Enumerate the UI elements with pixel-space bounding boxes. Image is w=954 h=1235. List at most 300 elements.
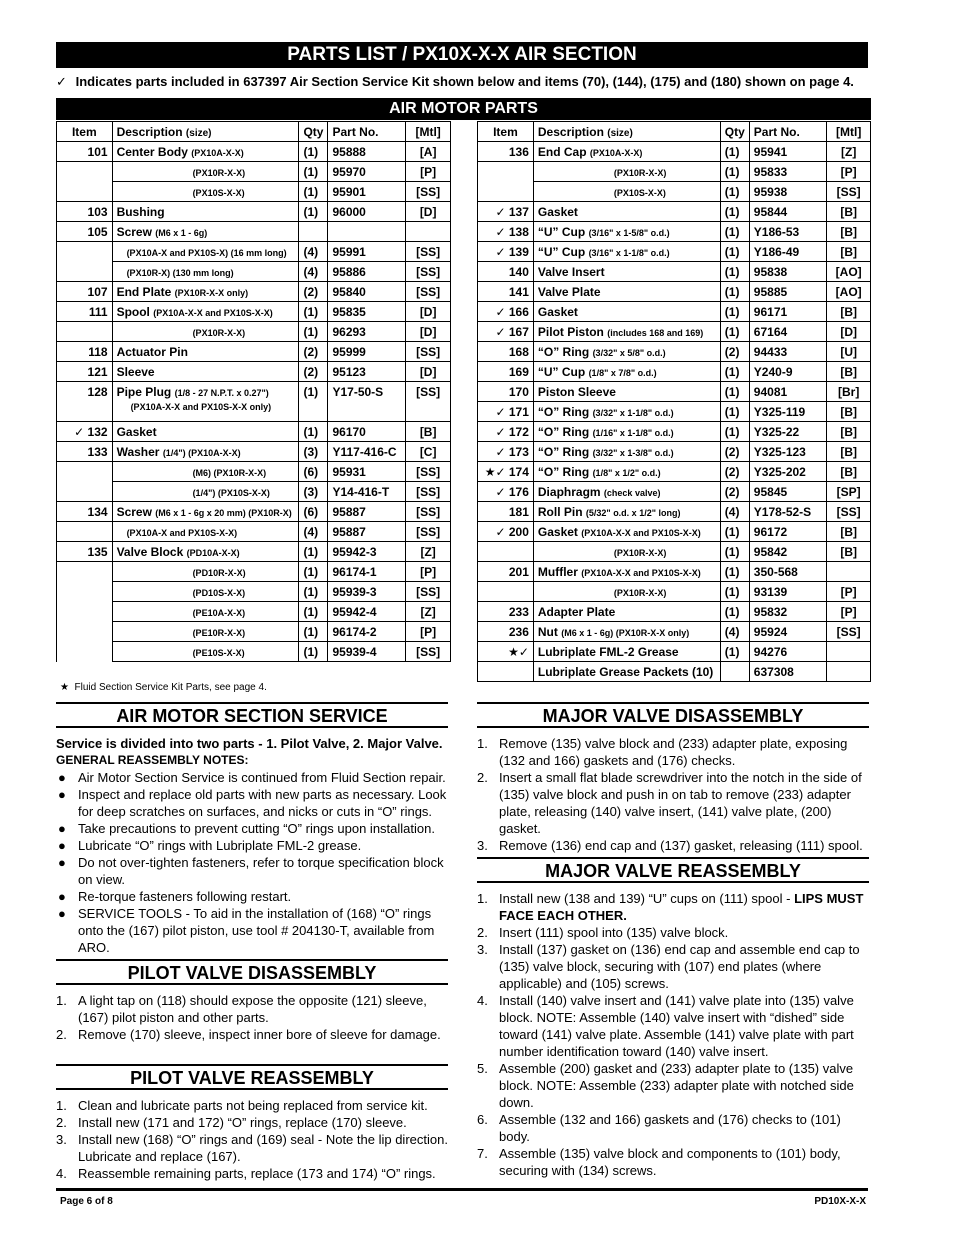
table-row	[478, 302, 871, 322]
part-number-cell: 95924	[749, 622, 827, 642]
item-cell	[57, 262, 113, 282]
col-item: Item	[478, 122, 534, 142]
qty-cell: (1)	[299, 322, 328, 342]
table-row	[478, 562, 871, 582]
item-cell	[57, 182, 113, 202]
step-item: 7. Assemble (135) valve block and components to (101) body, securing with (134) screws.	[477, 1146, 841, 1178]
qty-cell: (1)	[720, 602, 749, 622]
item-cell: ✓ 172	[478, 422, 534, 442]
table-row	[57, 222, 451, 242]
part-number-cell: 95845	[749, 482, 827, 502]
table-row	[478, 342, 871, 362]
item-cell: 133	[57, 442, 113, 462]
item-cell: ★✓ 174	[478, 462, 534, 482]
material-cell: [B]	[827, 402, 871, 422]
kit-note	[56, 74, 854, 90]
part-number-cell: 96000	[328, 202, 406, 222]
description-cell: (1/4") (PX10S-X-X)	[112, 482, 299, 502]
part-number-cell: Y240-9	[749, 362, 827, 382]
col-qty: Qty	[299, 122, 328, 142]
step-item: 1. Clean and lubricate parts not being replaced from service kit.	[56, 1098, 428, 1113]
table-row	[57, 522, 451, 542]
material-cell: [B]	[827, 302, 871, 322]
table-row	[478, 442, 871, 462]
qty-cell: (1)	[299, 142, 328, 162]
item-cell: ✓ 138	[478, 222, 534, 242]
star-icon: ★	[60, 682, 69, 693]
item-cell	[57, 602, 113, 622]
qty-cell: (4)	[299, 242, 328, 262]
item-cell	[57, 482, 113, 502]
material-cell: [SS]	[406, 242, 451, 262]
step-item: 3. Install new (168) “O” rings and (169) seal - Note the lip direction. Lubricate and replace (167).	[56, 1132, 448, 1164]
qty-cell: (1)	[299, 422, 328, 442]
check-mark-icon: ✓	[495, 304, 506, 319]
qty-cell: (1)	[720, 222, 749, 242]
description-cell: (PX10A-X and PX10S-X-X)	[112, 522, 299, 542]
material-cell: [SS]	[406, 342, 451, 362]
check-mark-icon: ✓	[495, 484, 506, 499]
material-cell: [D]	[406, 302, 451, 322]
part-number-cell: 95888	[328, 142, 406, 162]
page-number: Page 6 of 8	[60, 1196, 113, 1207]
material-cell: [P]	[406, 562, 451, 582]
item-cell: 128	[57, 382, 113, 422]
check-mark-icon: ✓	[495, 444, 506, 459]
part-number-cell: 95931	[328, 462, 406, 482]
table-row	[57, 182, 451, 202]
table-row	[57, 602, 451, 622]
description-cell: Nut (M6 x 1 - 6g) (PX10R-X-X only)	[533, 622, 720, 642]
description-cell: (PE10S-X-X)	[112, 642, 299, 662]
table-row	[57, 142, 451, 162]
item-cell	[57, 242, 113, 262]
qty-cell: (2)	[720, 442, 749, 462]
part-number-cell: 96171	[749, 302, 827, 322]
material-cell	[827, 562, 871, 582]
description-cell: Gasket	[533, 302, 720, 322]
part-number-cell: 637308	[749, 662, 827, 682]
check-mark-icon: ✓	[495, 204, 506, 219]
table-row	[57, 322, 451, 342]
description-cell: (PX10R-X-X)	[112, 162, 299, 182]
qty-cell: (1)	[720, 542, 749, 562]
qty-cell: (2)	[720, 462, 749, 482]
material-cell: [P]	[827, 162, 871, 182]
qty-cell: (1)	[720, 422, 749, 442]
table-row	[57, 262, 451, 282]
part-number-cell: 95939-3	[328, 582, 406, 602]
table-row	[478, 322, 871, 342]
qty-cell: (1)	[720, 202, 749, 222]
material-cell: [SS]	[406, 642, 451, 662]
col-mtl: [Mtl]	[827, 122, 871, 142]
part-number-cell: 95838	[749, 262, 827, 282]
description-cell: “O” Ring (1/8" x 1/2" o.d.)	[533, 462, 720, 482]
item-cell: ✓ 166	[478, 302, 534, 322]
item-cell	[57, 642, 113, 662]
material-cell: [P]	[406, 622, 451, 642]
item-cell: 135	[57, 542, 113, 562]
qty-cell: (1)	[720, 182, 749, 202]
description-cell: (PX10R-X-X)	[533, 582, 720, 602]
major-disassembly-body	[477, 735, 871, 854]
description-cell: Gasket	[112, 422, 299, 442]
material-cell: [B]	[827, 522, 871, 542]
part-number-cell: Y178-52-S	[749, 502, 827, 522]
check-mark-icon: ✓	[74, 424, 85, 439]
description-cell: (PX10R-X-X)	[112, 322, 299, 342]
part-number-cell: Y186-53	[749, 222, 827, 242]
qty-cell: (1)	[299, 562, 328, 582]
material-cell: [SS]	[406, 482, 451, 502]
qty-cell: (1)	[720, 162, 749, 182]
item-cell: 181	[478, 502, 534, 522]
description-cell: “O” Ring (3/32" x 5/8" o.d.)	[533, 342, 720, 362]
part-number-cell	[328, 222, 406, 242]
part-number-cell: 67164	[749, 322, 827, 342]
qty-cell: (6)	[299, 502, 328, 522]
step-item: 4. Install (140) valve insert and (141) valve plate into (135) valve block. NOTE: Assemble (140) valve insert with “dished” side toward (141) valve plate. Assemble (141) valve plate with part number identification toward (140) valve insert.	[477, 993, 854, 1059]
step-item: 1. Remove (135) valve block and (233) adapter plate, exposing (132 and 166) gaskets and (176) checks.	[477, 736, 848, 768]
bullet-item: ● Do not over-tighten fasteners, refer to torque specification block on view.	[58, 855, 444, 887]
qty-cell: (6)	[299, 462, 328, 482]
table-row	[478, 162, 871, 182]
pilot-reassembly-body	[56, 1097, 451, 1182]
description-cell: Muffler (PX10A-X-X and PX10S-X-X)	[533, 562, 720, 582]
part-number-cell: 96170	[328, 422, 406, 442]
part-number-cell: 95939-4	[328, 642, 406, 662]
table-row	[478, 262, 871, 282]
qty-cell: (1)	[299, 162, 328, 182]
item-cell: 121	[57, 362, 113, 382]
table-row	[478, 462, 871, 482]
item-cell	[57, 522, 113, 542]
step-item: 5. Assemble (200) gasket and (233) adapter plate to (135) valve block. NOTE: Assemble (233) adapter plate with notched side down.	[477, 1061, 854, 1110]
qty-cell: (1)	[299, 182, 328, 202]
material-cell: [Br]	[827, 382, 871, 402]
col-part: Part No.	[328, 122, 406, 142]
material-cell: [P]	[827, 602, 871, 622]
item-cell: 140	[478, 262, 534, 282]
qty-cell: (4)	[720, 622, 749, 642]
qty-cell: (1)	[299, 602, 328, 622]
description-cell: (M6) (PX10R-X-X)	[112, 462, 299, 482]
part-number-cell: 95835	[328, 302, 406, 322]
major-reassembly-body	[477, 890, 871, 1179]
description-cell: Gasket	[533, 202, 720, 222]
description-cell: Bushing	[112, 202, 299, 222]
item-cell: 134	[57, 502, 113, 522]
material-cell: [B]	[827, 422, 871, 442]
qty-cell: (1)	[720, 402, 749, 422]
item-cell: ✓ 167	[478, 322, 534, 342]
qty-cell: (1)	[720, 242, 749, 262]
qty-cell: (3)	[299, 482, 328, 502]
step-item: 2. Install new (171 and 172) “O” rings, replace (170) sleeve.	[56, 1115, 407, 1130]
item-cell	[57, 582, 113, 602]
material-cell: [D]	[406, 202, 451, 222]
part-number-cell: 96293	[328, 322, 406, 342]
qty-cell: (3)	[299, 442, 328, 462]
material-cell: [SS]	[406, 282, 451, 302]
star-icon: ★	[508, 644, 519, 659]
check-mark-icon: ✓	[495, 424, 506, 439]
item-cell: 170	[478, 382, 534, 402]
table-row	[478, 242, 871, 262]
table-row	[478, 362, 871, 382]
item-cell: 105	[57, 222, 113, 242]
material-cell: [SS]	[406, 502, 451, 522]
check-mark-icon: ✓	[495, 464, 506, 479]
part-number-cell: 95887	[328, 502, 406, 522]
item-cell: 141	[478, 282, 534, 302]
qty-cell: (2)	[299, 342, 328, 362]
part-number-cell: 96172	[749, 522, 827, 542]
description-cell: (PX10R-X) (130 mm long)	[112, 262, 299, 282]
description-cell: Screw (M6 x 1 - 6g)	[112, 222, 299, 242]
description-cell: Valve Plate	[533, 282, 720, 302]
description-cell: Adapter Plate	[533, 602, 720, 622]
part-number-cell: 95842	[749, 542, 827, 562]
qty-cell	[720, 662, 749, 682]
part-number-cell: 95938	[749, 182, 827, 202]
description-cell: (PX10R-X-X)	[533, 542, 720, 562]
material-cell: [B]	[827, 442, 871, 462]
table-row	[57, 462, 451, 482]
item-cell: 118	[57, 342, 113, 362]
item-cell	[57, 562, 113, 582]
description-cell: (PX10R-X-X)	[533, 162, 720, 182]
check-mark-icon: ✓	[495, 224, 506, 239]
qty-cell: (1)	[720, 322, 749, 342]
material-cell: [Z]	[406, 602, 451, 622]
qty-cell: (1)	[720, 302, 749, 322]
table-row	[478, 582, 871, 602]
table-row	[57, 562, 451, 582]
step-item: 1. A light tap on (118) should expose the opposite (121) sleeve, (167) pilot piston and other parts.	[56, 993, 427, 1025]
qty-cell: (2)	[299, 362, 328, 382]
material-cell	[406, 222, 451, 242]
bullet-item: ● Re-torque fasteners following restart.	[58, 889, 292, 904]
description-cell: Spool (PX10A-X-X and PX10S-X-X)	[112, 302, 299, 322]
item-cell	[57, 162, 113, 182]
table-row	[57, 502, 451, 522]
part-number-cell: 95991	[328, 242, 406, 262]
material-cell: [SS]	[406, 262, 451, 282]
material-cell: [SS]	[406, 382, 451, 422]
description-cell: Lubriplate FML-2 Grease	[533, 642, 720, 662]
table-row	[57, 542, 451, 562]
material-cell: [AO]	[827, 262, 871, 282]
step-item: 2. Insert a small flat blade screwdriver into the notch in the side of (135) valve block and push in on tab to remove (233) adapter plate, releasing (140) valve insert, (141) valve plate, (200) gasket.	[477, 770, 862, 836]
table-row	[57, 342, 451, 362]
table-row	[57, 362, 451, 382]
col-part: Part No.	[749, 122, 827, 142]
table-row	[478, 182, 871, 202]
table-row	[478, 402, 871, 422]
service-intro: Service is divided into two parts - 1. Pilot Valve, 2. Major Valve.	[56, 736, 443, 751]
table-row	[57, 162, 451, 182]
item-cell: ✓ 132	[57, 422, 113, 442]
pilot-reassembly-title: PILOT VALVE REASSEMBLY	[56, 1064, 448, 1090]
step-item: 6. Assemble (132 and 166) gaskets and (176) checks to (101) body.	[477, 1112, 841, 1144]
description-cell: (PD10S-X-X)	[112, 582, 299, 602]
description-cell: Center Body (PX10A-X-X)	[112, 142, 299, 162]
description-cell: Screw (M6 x 1 - 6g x 20 mm) (PX10R-X)	[112, 502, 299, 522]
description-cell: (PE10A-X-X)	[112, 602, 299, 622]
qty-cell: (1)	[720, 262, 749, 282]
item-cell	[478, 182, 534, 202]
material-cell: [SS]	[406, 182, 451, 202]
general-notes-heading: GENERAL REASSEMBLY NOTES:	[56, 753, 249, 767]
description-cell: Gasket (PX10A-X-X and PX10S-X-X)	[533, 522, 720, 542]
parts-table-right	[477, 121, 871, 682]
qty-cell: (1)	[299, 302, 328, 322]
item-cell: 169	[478, 362, 534, 382]
description-cell: “O” Ring (1/16" x 1-1/8" o.d.)	[533, 422, 720, 442]
table-row	[57, 422, 451, 442]
col-desc: Description (size)	[112, 122, 299, 142]
part-number-cell: Y325-119	[749, 402, 827, 422]
table-row	[478, 422, 871, 442]
qty-cell: (1)	[720, 522, 749, 542]
item-cell	[478, 542, 534, 562]
material-cell	[827, 642, 871, 662]
table-row	[57, 282, 451, 302]
qty-cell: (1)	[299, 642, 328, 662]
table-row	[478, 622, 871, 642]
item-cell: 101	[57, 142, 113, 162]
star-icon: ★	[484, 464, 496, 479]
table-row	[478, 382, 871, 402]
qty-cell	[299, 222, 328, 242]
table-row	[478, 282, 871, 302]
qty-cell: (1)	[720, 642, 749, 662]
description-cell: Valve Insert	[533, 262, 720, 282]
item-cell	[478, 642, 534, 662]
step-item: 1. Install new (138 and 139) “U” cups on (111) spool - LIPS MUST FACE EACH OTHER.	[477, 891, 864, 923]
qty-cell: (1)	[720, 142, 749, 162]
bullet-item: ● Air Motor Section Service is continued from Fluid Section repair.	[58, 770, 446, 785]
table-row	[478, 502, 871, 522]
item-cell: 103	[57, 202, 113, 222]
material-cell	[827, 662, 871, 682]
item-cell	[478, 662, 534, 682]
material-cell: [D]	[406, 322, 451, 342]
item-cell: ✓ 137	[478, 202, 534, 222]
material-cell: [SS]	[827, 182, 871, 202]
check-mark-icon: ✓	[56, 74, 67, 89]
qty-cell: (1)	[720, 382, 749, 402]
material-cell: [SS]	[406, 462, 451, 482]
table-row	[478, 542, 871, 562]
description-cell: (PX10A-X and PX10S-X) (16 mm long)	[112, 242, 299, 262]
table-row	[57, 442, 451, 462]
material-cell: [U]	[827, 342, 871, 362]
part-number-cell: 96174-1	[328, 562, 406, 582]
description-cell: Pipe Plug (1/8 - 27 N.P.T. x 0.27") (PX10A-X-X and PX10S-X-X only)	[112, 382, 299, 422]
qty-cell: (1)	[299, 542, 328, 562]
table-row	[57, 242, 451, 262]
material-cell: [SP]	[827, 482, 871, 502]
material-cell: [SS]	[406, 582, 451, 602]
material-cell: [B]	[827, 462, 871, 482]
check-mark-icon: ✓	[495, 404, 506, 419]
item-cell: 107	[57, 282, 113, 302]
bullet-item: ● Lubricate “O” rings with Lubriplate FML-2 grease.	[58, 838, 362, 853]
qty-cell: (4)	[720, 502, 749, 522]
item-cell: 168	[478, 342, 534, 362]
description-cell: “U” Cup (1/8" x 7/8" o.d.)	[533, 362, 720, 382]
item-cell	[478, 162, 534, 182]
description-cell: Actuator Pin	[112, 342, 299, 362]
part-number-cell: 95942-4	[328, 602, 406, 622]
part-number-cell: 95886	[328, 262, 406, 282]
doc-number: PD10X-X-X	[814, 1196, 866, 1207]
material-cell: [SS]	[406, 522, 451, 542]
material-cell: [B]	[827, 242, 871, 262]
part-number-cell: Y325-123	[749, 442, 827, 462]
item-cell: 136	[478, 142, 534, 162]
table-row	[478, 642, 871, 662]
check-mark-icon: ✓	[495, 324, 506, 339]
description-cell: End Plate (PX10R-X-X only)	[112, 282, 299, 302]
part-number-cell: 95844	[749, 202, 827, 222]
material-cell: [SS]	[827, 502, 871, 522]
pilot-disassembly-body	[56, 992, 451, 1043]
item-cell: ✓ 173	[478, 442, 534, 462]
material-cell: [A]	[406, 142, 451, 162]
item-cell: ✓ 200	[478, 522, 534, 542]
description-cell: Sleeve	[112, 362, 299, 382]
material-cell: [AO]	[827, 282, 871, 302]
item-cell: 236	[478, 622, 534, 642]
description-cell: Washer (1/4") (PX10A-X-X)	[112, 442, 299, 462]
item-cell	[57, 322, 113, 342]
part-number-cell: 95887	[328, 522, 406, 542]
major-disassembly-title: MAJOR VALVE DISASSEMBLY	[477, 702, 869, 728]
step-item: 3. Remove (136) end cap and (137) gasket, releasing (111) spool.	[477, 838, 863, 853]
part-number-cell: 93139	[749, 582, 827, 602]
material-cell: [P]	[827, 582, 871, 602]
material-cell: [C]	[406, 442, 451, 462]
part-number-cell: 94276	[749, 642, 827, 662]
part-number-cell: Y325-202	[749, 462, 827, 482]
air-motor-service-body	[56, 735, 451, 956]
kit-note-text: Indicates parts included in 637397 Air Section Service Kit shown below and items (70), (144), (175) and (180) shown on page 4.	[75, 74, 854, 89]
major-reassembly-title: MAJOR VALVE REASSEMBLY	[477, 857, 869, 883]
qty-cell: (4)	[299, 262, 328, 282]
qty-cell: (1)	[720, 282, 749, 302]
qty-cell: (1)	[720, 582, 749, 602]
qty-cell: (1)	[299, 202, 328, 222]
part-number-cell: 95942-3	[328, 542, 406, 562]
item-cell: ✓ 171	[478, 402, 534, 422]
part-number-cell: 95885	[749, 282, 827, 302]
qty-cell: (1)	[299, 582, 328, 602]
description-cell: End Cap (PX10A-X-X)	[533, 142, 720, 162]
qty-cell: (2)	[720, 482, 749, 502]
footnote: ★ Fluid Section Service Kit Parts, see page 4.	[60, 682, 267, 693]
item-cell: ✓ 176	[478, 482, 534, 502]
part-number-cell: 96174-2	[328, 622, 406, 642]
step-item: 2. Remove (170) sleeve, inspect inner bore of sleeve for damage.	[56, 1027, 441, 1042]
description-cell: Pilot Piston (includes 168 and 169)	[533, 322, 720, 342]
part-number-cell: Y117-416-C	[328, 442, 406, 462]
item-cell	[478, 582, 534, 602]
description-cell: “O” Ring (3/32" x 1-3/8" o.d.)	[533, 442, 720, 462]
